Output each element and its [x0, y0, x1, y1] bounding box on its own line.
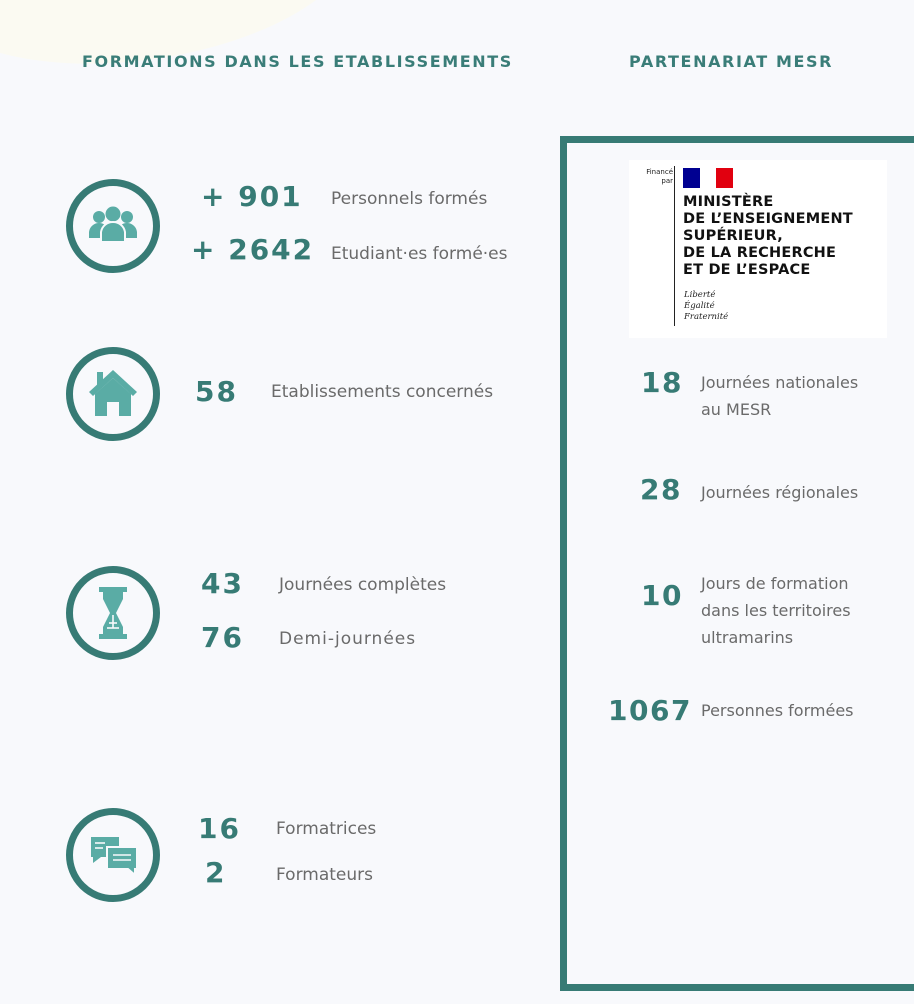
stat-formateurs-value: 2: [205, 856, 227, 889]
stat-personnes-formees-label: Personnes formées: [701, 701, 854, 720]
stat-jours-ultramarins-value: 10: [641, 579, 683, 612]
stat-formateurs-label: Formateurs: [276, 865, 373, 885]
stat-journees-nationales-label: Journées nationales au MESR: [701, 373, 859, 419]
stat-formatrices-label: Formatrices: [276, 819, 377, 839]
stat-personnels-label: Personnels formés: [331, 189, 488, 209]
chat-bubbles-icon: [66, 808, 160, 902]
stat-etablissements-label: Etablissements concernés: [271, 382, 494, 402]
stat-demi-journees-label: Demi-journées: [279, 629, 417, 649]
background-decoration: [0, 0, 372, 90]
stat-etudiants-label: Etudiant·es formé·es: [331, 244, 508, 264]
logo-separator: [674, 166, 675, 326]
logo-financed-text: Financé par: [646, 168, 673, 185]
ministry-logo: [629, 160, 887, 338]
people-group-icon: [66, 179, 160, 273]
stat-etablissements-value: 58: [195, 375, 238, 408]
republic-flag-icon: [683, 168, 733, 188]
stat-etudiants-value: + 2642: [191, 233, 315, 266]
heading-partenariat: PARTENARIAT MESR: [629, 52, 834, 71]
stat-journees-nationales-value: 18: [641, 366, 683, 399]
stat-journees-regionales-value: 28: [640, 473, 682, 506]
republic-motto: Liberté Égalité Fraternité: [684, 290, 729, 322]
stat-journees-completes-value: 43: [201, 567, 244, 600]
stat-demi-journees-value: 76: [201, 621, 244, 654]
stat-personnels-value: + 901: [201, 180, 303, 213]
house-icon: [66, 347, 160, 441]
stat-journees-completes-label: Journées complètes: [279, 575, 447, 595]
stat-journees-regionales-label: Journées régionales: [701, 483, 859, 502]
ministry-name: MINISTÈRE DE L’ENSEIGNEMENT SUPÉRIEUR, DE LA RECHERCHE ET DE L’ESPACE: [683, 194, 853, 278]
stat-personnes-formees-value: 1067: [608, 694, 692, 727]
stat-formatrices-value: 16: [198, 812, 241, 845]
heading-formations: FORMATIONS DANS LES ETABLISSEMENTS: [82, 52, 513, 71]
hourglass-icon: [66, 566, 160, 660]
stat-jours-ultramarins-label: Jours de formation dans les territoires ultramarins: [701, 574, 851, 647]
